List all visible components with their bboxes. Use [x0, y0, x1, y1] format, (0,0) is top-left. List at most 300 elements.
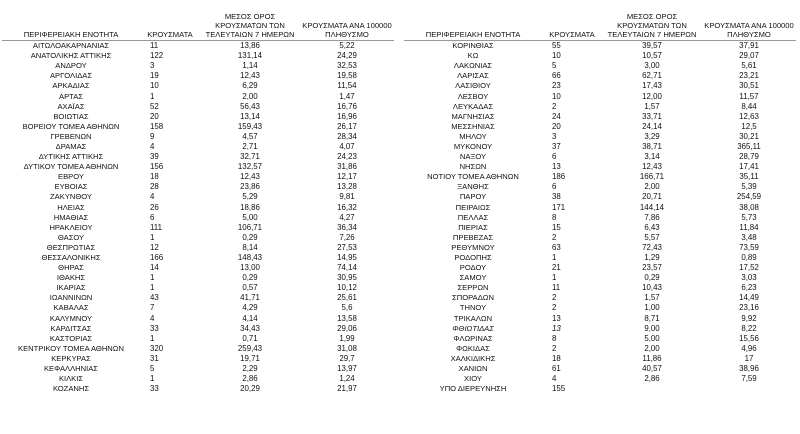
avg7-cell: 12,43	[642, 162, 662, 172]
cases-cell: 26	[150, 202, 159, 212]
table-row	[2, 314, 394, 324]
table-row	[2, 344, 394, 354]
region-cell: ΔΥΤΙΚΟΥ ΤΟΜΕΑ ΑΘΗΝΩΝ	[23, 162, 119, 172]
region-cell: ΧΑΝΙΩΝ	[458, 364, 488, 374]
avg7-cell: 62,71	[642, 71, 662, 81]
avg7-cell: 12,43	[240, 172, 260, 182]
per100k-cell: 38,96	[739, 364, 759, 374]
table-row	[2, 71, 394, 81]
region-cell: ΜΥΚΟΝΟΥ	[453, 141, 493, 151]
avg7-cell: 10,43	[642, 283, 662, 293]
cases-cell: 6	[150, 212, 155, 222]
table-row	[404, 374, 796, 384]
cases-cell: 13	[552, 323, 561, 333]
table-row	[2, 233, 394, 243]
table-row	[2, 283, 394, 293]
region-cell: ΠΕΛΛΑΣ	[457, 212, 489, 222]
region-cell: ΚΑΒΑΛΑΣ	[53, 303, 89, 313]
region-cell: ΘΑΣΟΥ	[57, 232, 85, 242]
per100k-cell: 28,34	[337, 131, 357, 141]
table-row	[2, 324, 394, 334]
per100k-cell: 11,84	[739, 222, 759, 232]
region-cell: ΕΒΡΟΥ	[58, 172, 84, 182]
cases-cell: 8	[552, 333, 557, 343]
avg7-cell: 1,29	[644, 253, 660, 263]
per100k-cell: 29,07	[739, 51, 759, 61]
table-row	[2, 172, 394, 182]
avg7-cell: 0,57	[242, 283, 258, 293]
avg7-cell: 6,29	[242, 81, 258, 91]
table-row	[404, 61, 796, 71]
avg7-cell: 2,86	[644, 374, 660, 384]
header-avg7	[602, 10, 702, 41]
table-row	[404, 283, 796, 293]
cases-cell: 1	[150, 273, 155, 283]
table-row	[404, 384, 796, 394]
cases-cell: 1	[150, 91, 155, 101]
cases-cell: 3	[552, 131, 557, 141]
table-row	[2, 293, 394, 303]
header-row	[404, 10, 796, 41]
per100k-cell: 14,95	[337, 253, 357, 263]
per100k-cell: 16,76	[337, 101, 357, 111]
table-row	[2, 192, 394, 202]
per100k-cell: 3,03	[741, 273, 757, 283]
region-cell: ΠΡΕΒΕΖΑΣ	[452, 232, 494, 242]
avg7-cell: 19,71	[240, 353, 260, 363]
avg7-cell: 132,57	[237, 162, 263, 172]
cases-cell: 320	[150, 343, 164, 353]
region-cell: ΑΡΚΑΔΙΑΣ	[52, 81, 90, 91]
cases-cell: 55	[552, 41, 561, 51]
region-cell: ΡΕΘΥΜΝΟΥ	[451, 242, 495, 252]
avg7-cell: 23,86	[240, 182, 260, 192]
region-cell: ΑΙΤΩΛΟΑΚΑΡΝΑΝΙΑΣ	[32, 41, 110, 51]
cases-cell: 24	[552, 111, 561, 121]
region-cell: ΛΑΡΙΣΑΣ	[457, 71, 489, 81]
table-row	[404, 81, 796, 91]
region-cell: ΠΑΡΟΥ	[459, 192, 487, 202]
table-row	[404, 172, 796, 182]
table-row	[404, 132, 796, 142]
header-per100k-line1: ΚΡΟΥΣΜΑΤΑ ΑΝΑ 100000	[704, 21, 794, 30]
cases-cell: 13	[552, 162, 561, 172]
avg7-cell: 11,86	[642, 353, 662, 363]
avg7-cell: 106,71	[237, 222, 263, 232]
cases-cell: 10	[150, 81, 159, 91]
avg7-cell: 56,43	[240, 101, 260, 111]
per100k-cell: 1,24	[339, 374, 355, 384]
cases-cell: 33	[150, 384, 159, 394]
avg7-cell: 5,57	[644, 232, 660, 242]
table-row	[404, 162, 796, 172]
table-row	[2, 102, 394, 112]
per100k-cell: 12,17	[337, 172, 357, 182]
cases-cell: 20	[150, 111, 159, 121]
region-cell: ΡΟΔΟΠΗΣ	[454, 253, 492, 263]
per100k-cell: 21,97	[337, 384, 357, 394]
table-row	[404, 293, 796, 303]
region-cell: ΤΗΝΟΥ	[459, 303, 487, 313]
cases-cell: 63	[552, 242, 561, 252]
header-avg7-line2: ΚΡΟΥΣΜΑΤΩΝ ΤΩΝ	[617, 21, 687, 30]
cases-cell: 1	[150, 283, 155, 293]
region-cell: ΣΑΜΟΥ	[459, 273, 487, 283]
table-row	[2, 213, 394, 223]
region-cell: ΧΙΟΥ	[464, 374, 482, 384]
per100k-cell: 13,97	[337, 364, 357, 374]
cases-cell: 61	[552, 364, 561, 374]
per100k-cell: 36,34	[337, 222, 357, 232]
per100k-cell: 73,59	[739, 242, 759, 252]
table-row	[2, 61, 394, 71]
per100k-cell: 25,61	[337, 293, 357, 303]
cases-cell: 156	[150, 162, 164, 172]
per100k-cell: 1,99	[339, 333, 355, 343]
region-cell: ΑΡΓΟΛΙΔΑΣ	[49, 71, 93, 81]
header-per100k-line2: ΠΛΗΘΥΣΜΟ	[325, 30, 369, 39]
region-cell: ΦΘΙΩΤΙΔΑΣ	[452, 323, 494, 333]
per100k-cell: 5,6	[341, 303, 353, 313]
header-cases: ΚΡΟΥΣΜΑΤΑ	[542, 10, 602, 41]
region-cell: ΛΑΣΙΘΙΟΥ	[455, 81, 491, 91]
avg7-cell: 5,29	[242, 192, 258, 202]
cases-cell: 15	[552, 222, 561, 232]
table-row	[404, 324, 796, 334]
per100k-cell	[702, 384, 796, 394]
avg7-cell: 8,14	[242, 242, 258, 252]
header-avg7-line1: ΜΕΣΟΣ ΟΡΟΣ	[626, 12, 678, 21]
per100k-cell: 12,63	[739, 111, 759, 121]
header-per100k-line2: ΠΛΗΘΥΣΜΟ	[727, 30, 771, 39]
avg7-cell: 5,00	[644, 333, 660, 343]
avg7-cell: 3,14	[644, 152, 660, 162]
region-cell: ΙΚΑΡΙΑΣ	[56, 283, 86, 293]
table-row	[404, 273, 796, 283]
per100k-cell: 24,23	[337, 152, 357, 162]
per100k-cell: 35,11	[739, 172, 759, 182]
per100k-cell: 5,73	[741, 212, 757, 222]
per100k-cell: 1,47	[339, 91, 355, 101]
cases-cell: 9	[150, 131, 155, 141]
table-row	[2, 122, 394, 132]
cases-cell: 2	[552, 343, 557, 353]
per100k-cell: 32,53	[337, 61, 357, 71]
per100k-cell: 11,57	[739, 91, 759, 101]
cases-cell: 1	[552, 253, 557, 263]
cases-cell: 19	[150, 71, 159, 81]
cases-cell: 5	[150, 364, 155, 374]
region-cell: ΝΑΞΟΥ	[459, 152, 487, 162]
region-cell: ΗΛΕΙΑΣ	[57, 202, 85, 212]
region-cell: ΘΗΡΑΣ	[58, 263, 84, 273]
per100k-cell: 9,92	[741, 313, 757, 323]
avg7-cell: 2,00	[644, 343, 660, 353]
cases-cell: 23	[552, 81, 561, 91]
cases-cell: 155	[552, 384, 566, 394]
per100k-cell: 4,27	[339, 212, 355, 222]
avg7-cell: 39,57	[642, 41, 662, 51]
cases-cell: 10	[552, 91, 561, 101]
region-cell: ΜΗΛΟΥ	[459, 131, 487, 141]
avg7-cell: 131,14	[237, 51, 263, 61]
per100k-cell: 5,61	[741, 61, 757, 71]
cases-cell: 4	[552, 374, 557, 384]
region-cell: ΖΑΚΥΝΘΟΥ	[50, 192, 92, 202]
table-row	[2, 162, 394, 172]
region-cell: ΘΕΣΠΡΩΤΙΑΣ	[46, 242, 96, 252]
table-row	[2, 41, 394, 52]
table-row	[2, 142, 394, 152]
table-row	[2, 112, 394, 122]
header-row	[2, 10, 394, 41]
table-row	[2, 334, 394, 344]
avg7-cell: 13,00	[240, 263, 260, 273]
avg7-cell: 20,71	[642, 192, 662, 202]
cases-cell: 1	[150, 374, 155, 384]
avg7-cell: 20,29	[240, 384, 260, 394]
cases-cell: 10	[552, 51, 561, 61]
per100k-cell: 365,11	[737, 141, 761, 151]
per100k-cell: 17,52	[739, 263, 759, 273]
cases-cell: 18	[552, 353, 561, 363]
table-row	[2, 263, 394, 273]
region-cell: ΚΕΡΚΥΡΑΣ	[51, 353, 91, 363]
region-cell: ΒΟΙΩΤΙΑΣ	[53, 111, 89, 121]
cases-cell: 2	[552, 101, 557, 111]
region-cell: ΝΗΣΩΝ	[459, 162, 487, 172]
region-cell: ΚΑΛΥΜΝΟΥ	[49, 313, 93, 323]
table-row	[404, 122, 796, 132]
avg7-cell: 2,00	[644, 182, 660, 192]
table-row	[404, 152, 796, 162]
cases-cell: 122	[150, 51, 164, 61]
table-row	[404, 102, 796, 112]
table-row	[2, 253, 394, 263]
header-avg7-line1: ΜΕΣΟΣ ΟΡΟΣ	[224, 12, 276, 21]
cases-cell: 186	[552, 172, 566, 182]
table-row	[2, 132, 394, 142]
per100k-cell: 4,96	[741, 343, 757, 353]
table-row	[404, 243, 796, 253]
cases-table-left	[2, 10, 394, 394]
table-row	[404, 364, 796, 374]
cases-cell: 12	[150, 242, 159, 252]
region-cell: ΠΕΙΡΑΙΩΣ	[455, 202, 491, 212]
per100k-cell: 26,17	[337, 121, 357, 131]
region-cell: ΑΝΔΡΟΥ	[55, 61, 87, 71]
cases-cell: 2	[552, 232, 557, 242]
per100k-cell: 13,28	[337, 182, 357, 192]
per100k-cell: 8,44	[741, 101, 757, 111]
per100k-cell: 10,12	[337, 283, 357, 293]
region-cell: ΚΩ	[467, 51, 479, 61]
region-cell: ΝΟΤΙΟΥ ΤΟΜΕΑ ΑΘΗΝΩΝ	[427, 172, 519, 182]
per100k-cell: 16,32	[337, 202, 357, 212]
per100k-cell: 30,51	[739, 81, 759, 91]
avg7-cell: 1,57	[644, 293, 660, 303]
header-avg7-line2: ΚΡΟΥΣΜΑΤΩΝ ΤΩΝ	[215, 21, 285, 30]
region-cell: ΣΕΡΡΩΝ	[457, 283, 489, 293]
table-row	[2, 303, 394, 313]
cases-cell: 1	[150, 232, 155, 242]
avg7-cell: 4,57	[242, 131, 258, 141]
avg7-cell: 24,14	[642, 121, 662, 131]
per100k-cell: 17	[744, 353, 754, 363]
per100k-cell: 11,54	[337, 81, 357, 91]
region-cell: ΚΟΖΑΝΗΣ	[52, 384, 90, 394]
avg7-cell: 2,71	[242, 141, 258, 151]
table-row	[2, 91, 394, 101]
cases-cell: 66	[552, 71, 561, 81]
table-row	[2, 223, 394, 233]
avg7-cell: 3,29	[644, 131, 660, 141]
avg7-cell: 0,29	[242, 273, 258, 283]
avg7-cell: 5,00	[242, 212, 258, 222]
table-row	[404, 314, 796, 324]
per100k-cell: 31,08	[337, 343, 357, 353]
per100k-cell: 23,16	[739, 303, 759, 313]
per100k-cell: 16,96	[337, 111, 357, 121]
per100k-cell: 13,58	[337, 313, 357, 323]
region-cell: ΣΠΟΡΑΔΩΝ	[452, 293, 494, 303]
region-cell: ΚΟΡΙΝΘΙΑΣ	[452, 41, 494, 51]
avg7-cell: 18,86	[240, 202, 260, 212]
cases-cell: 1	[552, 273, 557, 283]
avg7-cell: 40,57	[642, 364, 662, 374]
table-row	[404, 354, 796, 364]
cases-cell: 2	[552, 303, 557, 313]
per100k-cell: 0,89	[741, 253, 757, 263]
cases-cell: 14	[150, 263, 159, 273]
cases-cell: 20	[552, 121, 561, 131]
header-avg7-line3: ΤΕΛΕΥΤΑΙΩΝ 7 ΗΜΕΡΩΝ	[205, 30, 295, 39]
avg7-cell: 17,43	[642, 81, 662, 91]
per100k-cell: 5,39	[741, 182, 757, 192]
avg7-cell: 33,71	[642, 111, 662, 121]
cases-cell: 28	[150, 182, 159, 192]
avg7-cell: 159,43	[237, 121, 263, 131]
per100k-cell: 23,21	[739, 71, 759, 81]
region-cell: ΔΥΤΙΚΗΣ ΑΤΤΙΚΗΣ	[38, 152, 104, 162]
cases-cell: 33	[150, 323, 159, 333]
cases-cell: 39	[150, 152, 159, 162]
region-cell: ΘΕΣΣΑΛΟΝΙΚΗΣ	[41, 253, 101, 263]
table-row	[404, 182, 796, 192]
avg7-cell: 10,57	[642, 51, 662, 61]
per100k-cell: 4,07	[339, 141, 355, 151]
table-row	[404, 91, 796, 101]
per100k-cell: 19,58	[337, 71, 357, 81]
cases-cell: 52	[150, 101, 159, 111]
per100k-cell: 254,59	[736, 192, 762, 202]
per100k-cell: 24,29	[337, 51, 357, 61]
table-row	[404, 203, 796, 213]
per100k-cell: 3,48	[741, 232, 757, 242]
cases-cell: 8	[552, 212, 557, 222]
per100k-cell: 15,56	[739, 333, 759, 343]
avg7-cell: 12,43	[240, 71, 260, 81]
avg7-cell: 38,71	[642, 141, 662, 151]
avg7-cell: 6,43	[644, 222, 660, 232]
table-body-left	[2, 41, 394, 395]
avg7-cell: 4,14	[242, 313, 258, 323]
cases-cell: 11	[150, 41, 159, 51]
region-cell: ΕΥΒΟΙΑΣ	[54, 182, 88, 192]
avg7-cell: 0,29	[644, 273, 660, 283]
region-cell: ΞΑΝΘΗΣ	[457, 182, 489, 192]
avg7-cell: 32,71	[240, 152, 260, 162]
header-per100k	[300, 10, 394, 41]
per100k-cell: 30,95	[337, 273, 357, 283]
per100k-cell: 38,08	[739, 202, 759, 212]
avg7-cell: 1,57	[644, 101, 660, 111]
per100k-cell: 31,86	[337, 162, 357, 172]
region-cell: ΧΑΛΚΙΔΙΚΗΣ	[450, 353, 496, 363]
region-cell: ΦΛΩΡΙΝΑΣ	[453, 333, 493, 343]
table-row	[404, 223, 796, 233]
per100k-cell: 7,26	[339, 232, 355, 242]
table-row	[2, 384, 394, 394]
table-row	[2, 273, 394, 283]
avg7-cell: 1,00	[644, 303, 660, 313]
per100k-cell: 7,59	[741, 374, 757, 384]
table-row	[2, 182, 394, 192]
region-cell: ΑΡΤΑΣ	[59, 91, 83, 101]
per100k-cell: 9,81	[339, 192, 355, 202]
avg7-cell: 41,71	[240, 293, 260, 303]
per100k-cell: 17,41	[739, 162, 759, 172]
table-row	[2, 364, 394, 374]
region-cell: ΡΟΔΟΥ	[459, 263, 487, 273]
cases-cell: 5	[552, 61, 557, 71]
table-row	[404, 71, 796, 81]
header-avg7-line3: ΤΕΛΕΥΤΑΙΩΝ 7 ΗΜΕΡΩΝ	[607, 30, 697, 39]
cases-cell: 3	[150, 61, 155, 71]
region-cell: ΓΡΕΒΕΝΩΝ	[50, 131, 92, 141]
table-row	[2, 374, 394, 384]
table-row	[2, 203, 394, 213]
region-cell: ΚΙΛΚΙΣ	[58, 374, 84, 384]
per100k-cell: 74,14	[337, 263, 357, 273]
region-cell: ΗΜΑΘΙΑΣ	[53, 212, 89, 222]
avg7-cell: 166,71	[639, 172, 665, 182]
cases-cell: 6	[552, 152, 557, 162]
avg7-cell: 12,00	[642, 91, 662, 101]
per100k-cell: 30,21	[739, 131, 759, 141]
table-row	[2, 152, 394, 162]
cases-cell: 11	[552, 283, 561, 293]
cases-cell: 6	[552, 182, 557, 192]
table-row	[404, 142, 796, 152]
header-region: ΠΕΡΙΦΕΡΕΙΑΚΗ ΕΝΟΤΗΤΑ	[2, 10, 140, 41]
cases-cell: 43	[150, 293, 159, 303]
avg7-cell: 259,43	[237, 343, 263, 353]
region-cell: ΙΘΑΚΗΣ	[56, 273, 86, 283]
region-cell: ΚΕΦΑΛΛΗΝΙΑΣ	[43, 364, 99, 374]
avg7-cell: 4,29	[242, 303, 258, 313]
per100k-cell: 6,23	[741, 283, 757, 293]
table-row	[404, 112, 796, 122]
avg7-cell: 7,86	[644, 212, 660, 222]
table-row	[404, 334, 796, 344]
per100k-cell: 28,79	[739, 152, 759, 162]
table-row	[404, 192, 796, 202]
avg7-cell: 144,14	[639, 202, 665, 212]
cases-cell: 18	[150, 172, 159, 182]
region-cell: ΛΕΣΒΟΥ	[457, 91, 489, 101]
table-row	[2, 51, 394, 61]
